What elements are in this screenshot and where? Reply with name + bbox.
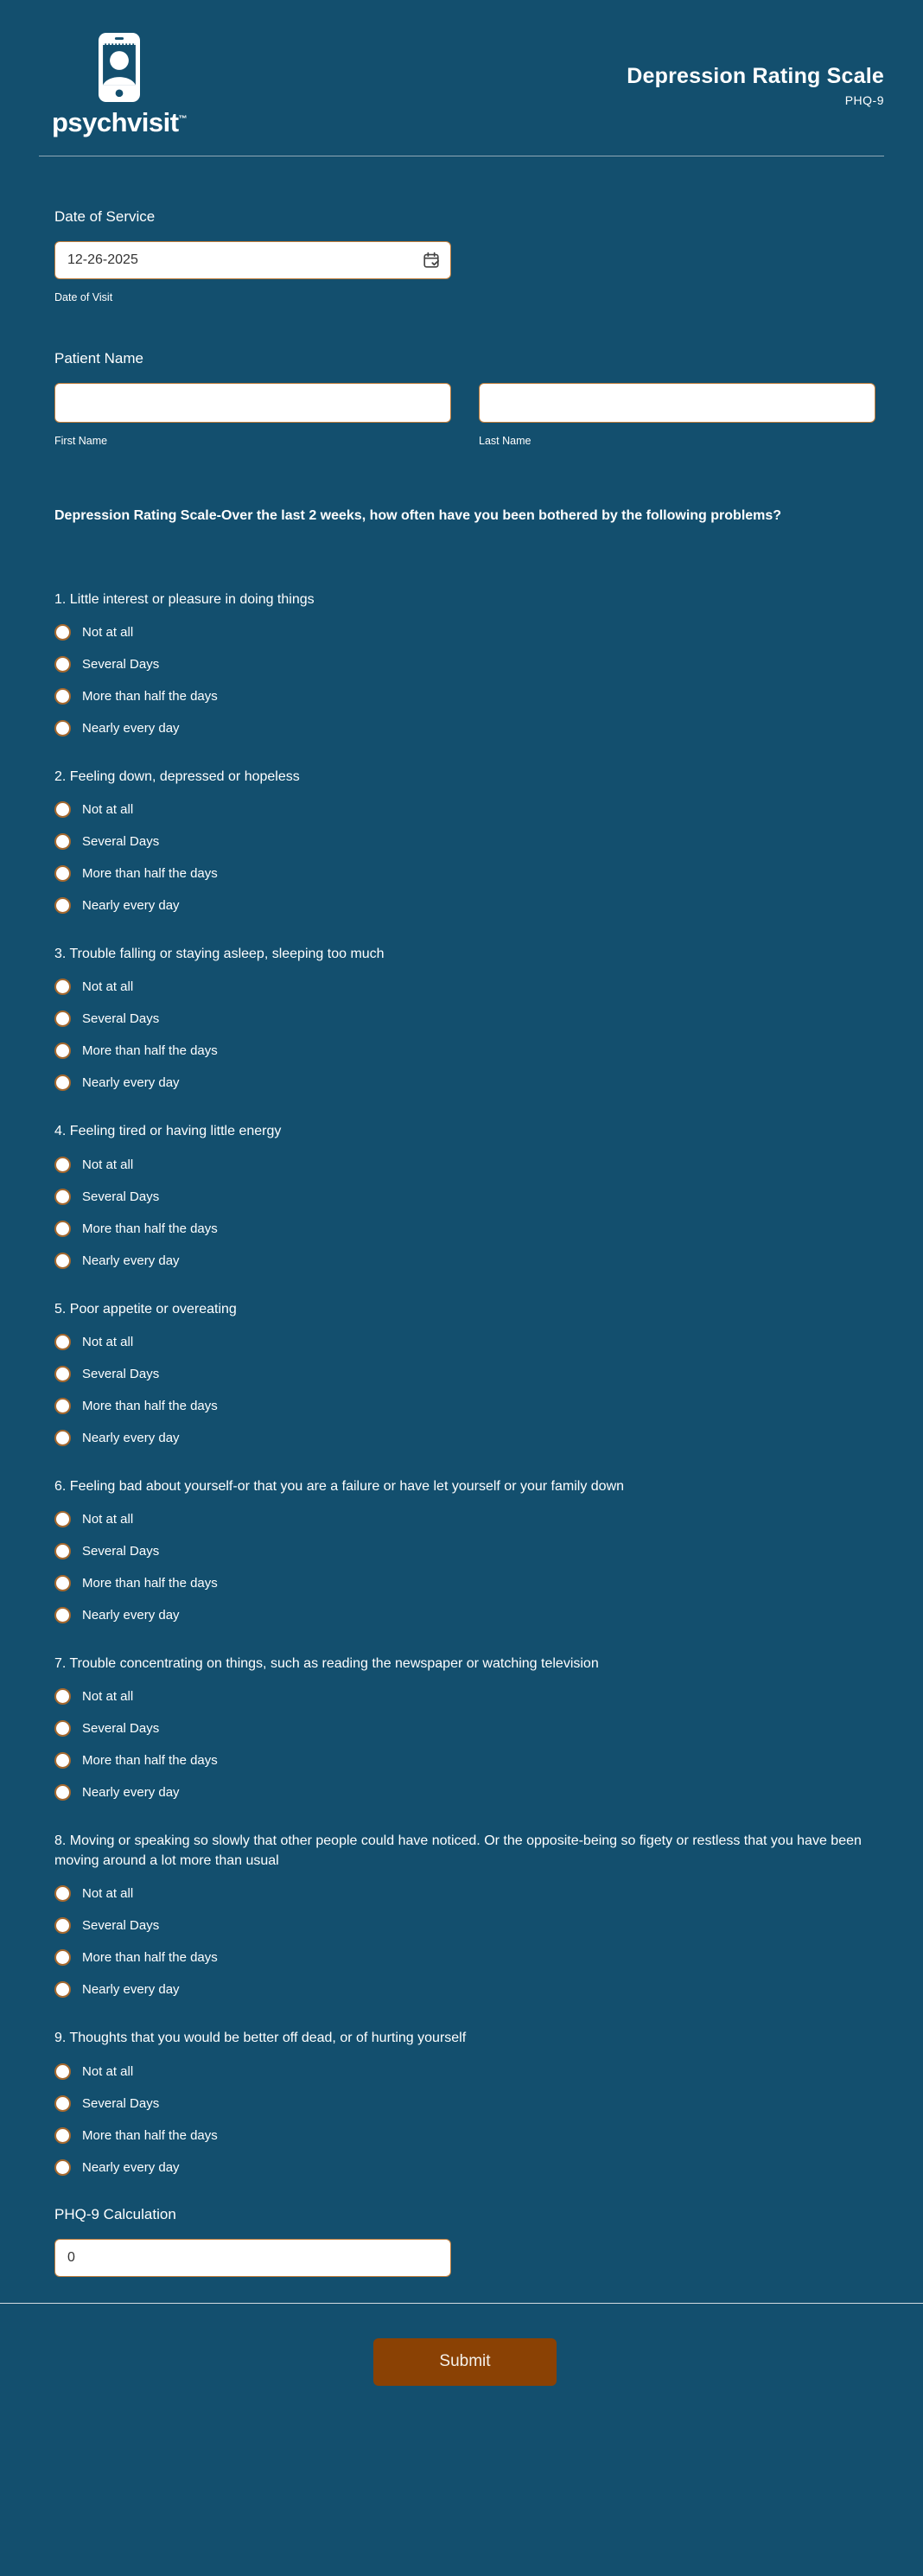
radio-option-label: Not at all: [82, 2063, 134, 2079]
radio-option-label: More than half the days: [82, 2127, 218, 2143]
question-title: 6. Feeling bad about yourself-or that you are a failure or have let yourself or your family down: [54, 1478, 625, 1494]
radio-option[interactable]: [54, 1783, 180, 1801]
question-block: [54, 944, 875, 1092]
radio-option[interactable]: [54, 800, 133, 819]
radio-button-icon[interactable]: [54, 1221, 71, 1237]
radio-button-icon[interactable]: [54, 1366, 71, 1382]
radio-option[interactable]: [54, 832, 159, 851]
first-name-helper: First Name: [54, 435, 108, 447]
radio-option[interactable]: [54, 1220, 218, 1238]
radio-option-label: Nearly every day: [82, 2159, 180, 2175]
radio-button-icon[interactable]: [54, 1720, 71, 1737]
question-title: 4. Feeling tired or having little energy: [54, 1124, 282, 1139]
first-name-input[interactable]: [54, 383, 451, 423]
question-options: [54, 2063, 875, 2177]
radio-button-icon[interactable]: [54, 1752, 71, 1769]
radio-button-icon[interactable]: [54, 688, 71, 705]
question-title: 7. Trouble concentrating on things, such as reading the newspaper or watching television: [54, 1655, 599, 1671]
last-name-input[interactable]: [479, 383, 875, 423]
question-title: 3. Trouble falling or staying asleep, sleeping too much: [54, 947, 385, 962]
radio-option[interactable]: [54, 1252, 180, 1270]
radio-option[interactable]: [54, 623, 133, 641]
question-options: [54, 800, 875, 915]
radio-button-icon[interactable]: [54, 1575, 71, 1591]
radio-option-label: Not at all: [82, 1886, 134, 1902]
radio-option[interactable]: [54, 978, 133, 996]
radio-option-label: Several Days: [82, 834, 160, 850]
radio-option-label: Several Days: [82, 1721, 160, 1737]
logo-text: psychvisit™: [51, 107, 188, 137]
radio-button-icon[interactable]: [54, 2095, 71, 2112]
question-block: [54, 590, 875, 737]
radio-option-label: Nearly every day: [82, 898, 180, 914]
radio-button-icon[interactable]: [54, 1949, 71, 1966]
calendar-check-icon[interactable]: [422, 251, 441, 270]
radio-button-icon[interactable]: [54, 2159, 71, 2176]
logo: [51, 33, 188, 138]
page-subtitle: PHQ-9: [844, 93, 884, 107]
radio-button-icon[interactable]: [54, 865, 71, 882]
radio-option[interactable]: [54, 2095, 159, 2113]
radio-button-icon[interactable]: [54, 2127, 71, 2144]
radio-button-icon[interactable]: [54, 1253, 71, 1269]
last-name-helper: Last Name: [479, 435, 532, 447]
radio-option-label: Nearly every day: [82, 1075, 180, 1091]
radio-option[interactable]: [54, 2158, 180, 2177]
radio-option[interactable]: [54, 1884, 133, 1903]
date-of-service-section: [54, 208, 875, 303]
radio-button-icon[interactable]: [54, 801, 71, 818]
trademark-symbol: ™: [178, 114, 188, 124]
radio-option[interactable]: [54, 1916, 159, 1935]
patient-name-section: [54, 350, 875, 447]
radio-option[interactable]: [54, 655, 159, 673]
radio-option-label: Not at all: [82, 979, 134, 995]
phq9-calculation-label: PHQ-9 Calculation: [54, 2205, 176, 2222]
question-options: [54, 1333, 875, 1447]
question-options: [54, 978, 875, 1092]
radio-option[interactable]: [54, 1188, 159, 1206]
radio-button-icon[interactable]: [54, 1430, 71, 1446]
radio-option[interactable]: [54, 1429, 180, 1447]
radio-option-label: Several Days: [82, 1918, 160, 1934]
radio-option-label: Nearly every day: [82, 1430, 180, 1445]
radio-option[interactable]: [54, 1510, 133, 1528]
footer-divider: [0, 2303, 923, 2304]
radio-option[interactable]: [54, 1074, 180, 1092]
radio-button-icon[interactable]: [54, 1688, 71, 1705]
radio-option[interactable]: [54, 1333, 133, 1351]
radio-option[interactable]: [54, 1719, 159, 1738]
radio-button-icon[interactable]: [54, 1398, 71, 1414]
question-block: [54, 1654, 875, 1801]
question-title: 2. Feeling down, depressed or hopeless: [54, 768, 300, 784]
radio-button-icon[interactable]: [54, 1043, 71, 1059]
radio-option-label: Nearly every day: [82, 1982, 180, 1998]
title-block: [627, 33, 884, 107]
radio-option-label: Several Days: [82, 2095, 160, 2111]
radio-button-icon[interactable]: [54, 1157, 71, 1173]
radio-option-label: Not at all: [82, 1511, 134, 1527]
radio-option-label: More than half the days: [82, 1950, 218, 1966]
radio-option[interactable]: [54, 1606, 180, 1624]
radio-button-icon[interactable]: [54, 1011, 71, 1027]
radio-option[interactable]: [54, 896, 180, 915]
radio-button-icon[interactable]: [54, 1543, 71, 1559]
radio-option[interactable]: [54, 1010, 159, 1028]
radio-option[interactable]: [54, 1948, 218, 1967]
radio-button-icon[interactable]: [54, 1885, 71, 1902]
phq9-calculation-section: [54, 2206, 875, 2277]
radio-button-icon[interactable]: [54, 1981, 71, 1998]
radio-option-label: Nearly every day: [82, 720, 180, 736]
question-block: [54, 1831, 875, 1999]
radio-option[interactable]: [54, 1751, 218, 1769]
question-title: 8. Moving or speaking so slowly that other people could have noticed. Or the opposite-being so figety or restless that you have been moving around a lot more than usual: [54, 1833, 862, 1869]
question-options: [54, 1510, 875, 1624]
date-of-service-label: Date of Service: [54, 208, 156, 225]
radio-button-icon[interactable]: [54, 1074, 71, 1091]
radio-button-icon[interactable]: [54, 624, 71, 641]
radio-option[interactable]: [54, 1365, 159, 1383]
phone-person-logo-icon: [99, 33, 140, 102]
scale-instructions: Depression Rating Scale-Over the last 2 weeks, how often have you been bothered by the following problems?: [54, 508, 782, 523]
page-title: Depression Rating Scale: [627, 64, 884, 88]
radio-button-icon[interactable]: [54, 1334, 71, 1350]
question-title: 9. Thoughts that you would be better off dead, or of hurting yourself: [54, 2031, 467, 2046]
question-options: [54, 1884, 875, 1999]
radio-button-icon[interactable]: [54, 656, 71, 673]
radio-option-label: Several Days: [82, 1366, 160, 1381]
radio-option[interactable]: [54, 1574, 218, 1592]
radio-button-icon[interactable]: [54, 2063, 71, 2080]
question-options: [54, 1156, 875, 1270]
question-options: [54, 1687, 875, 1801]
radio-option-label: Not at all: [82, 1689, 134, 1705]
radio-button-icon[interactable]: [54, 1917, 71, 1934]
date-of-service-input[interactable]: [54, 241, 451, 279]
question-block: [54, 1299, 875, 1447]
radio-button-icon[interactable]: [54, 979, 71, 995]
radio-option-label: Not at all: [82, 1334, 134, 1349]
radio-button-icon[interactable]: [54, 897, 71, 914]
question-block: [54, 2028, 875, 2176]
date-of-visit-helper: Date of Visit: [54, 291, 113, 303]
radio-option[interactable]: [54, 2126, 218, 2145]
radio-option[interactable]: [54, 1397, 218, 1415]
questions-list: [54, 590, 875, 2177]
radio-button-icon[interactable]: [54, 1607, 71, 1623]
radio-option[interactable]: [54, 687, 218, 705]
radio-button-icon[interactable]: [54, 720, 71, 736]
radio-option-label: More than half the days: [82, 866, 218, 882]
radio-option-label: More than half the days: [82, 1221, 218, 1236]
question-options: [54, 623, 875, 737]
radio-option[interactable]: [54, 719, 180, 737]
question-title: 5. Poor appetite or overeating: [54, 1301, 237, 1317]
radio-option-label: Several Days: [82, 1189, 160, 1204]
radio-option-label: More than half the days: [82, 1753, 218, 1769]
radio-option-label: More than half the days: [82, 1398, 218, 1413]
radio-option-label: More than half the days: [82, 1043, 218, 1059]
question-block: [54, 1476, 875, 1624]
radio-option[interactable]: [54, 864, 218, 883]
radio-option-label: Nearly every day: [82, 1785, 180, 1801]
radio-option-label: Nearly every day: [82, 1607, 180, 1623]
radio-option-label: Nearly every day: [82, 1253, 180, 1268]
radio-option-label: Several Days: [82, 1011, 160, 1027]
radio-option-label: Not at all: [82, 1157, 134, 1172]
form-content: [0, 156, 923, 2386]
submit-button[interactable]: Submit: [373, 2338, 557, 2386]
patient-name-label: Patient Name: [54, 350, 143, 367]
radio-option-label: Not at all: [82, 802, 134, 818]
radio-option[interactable]: [54, 2063, 133, 2081]
radio-button-icon[interactable]: [54, 1784, 71, 1801]
phq9-calculation-input[interactable]: [54, 2239, 451, 2277]
radio-option[interactable]: [54, 1687, 133, 1706]
radio-option-label: More than half the days: [82, 688, 218, 704]
radio-option[interactable]: [54, 1042, 218, 1060]
radio-button-icon[interactable]: [54, 1189, 71, 1205]
radio-button-icon[interactable]: [54, 833, 71, 850]
radio-option-label: Several Days: [82, 656, 160, 672]
radio-option[interactable]: [54, 1980, 180, 1999]
question-title: 1. Little interest or pleasure in doing things: [54, 591, 315, 607]
question-block: [54, 767, 875, 915]
radio-option-label: Not at all: [82, 624, 134, 640]
radio-option-label: Several Days: [82, 1543, 160, 1559]
header: [0, 0, 923, 138]
radio-button-icon[interactable]: [54, 1511, 71, 1527]
radio-option-label: More than half the days: [82, 1575, 218, 1591]
question-block: [54, 1121, 875, 1269]
radio-option[interactable]: [54, 1156, 133, 1174]
radio-option[interactable]: [54, 1542, 159, 1560]
